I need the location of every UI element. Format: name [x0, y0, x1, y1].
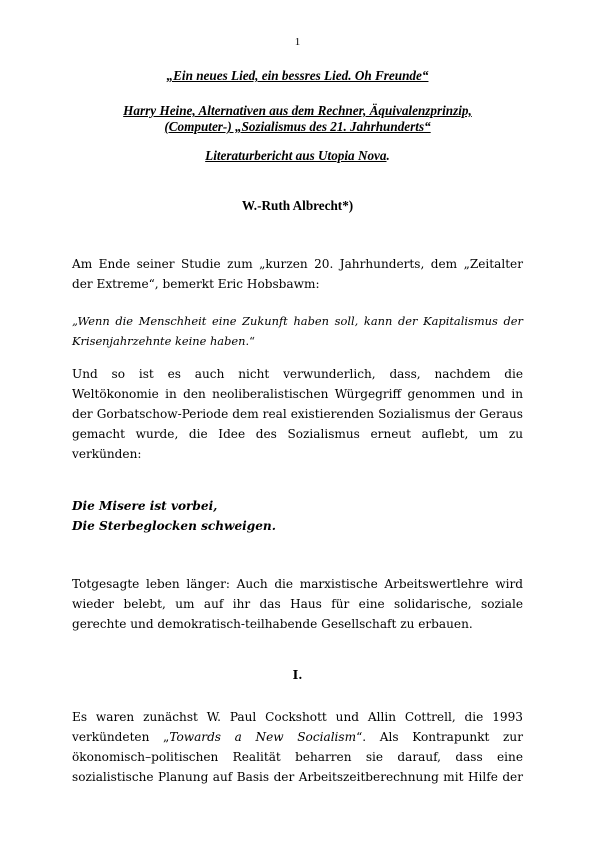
book-title-towards-new-socialism: Towards a New Socialism: [169, 730, 357, 744]
paragraph-cockshott-cottrell: [72, 707, 523, 787]
quote-text: Wenn die Menschheit eine Zukunft haben soll, kann der Kapitalismus der Krisenjahrzehnte keine haben: [72, 314, 523, 348]
p4-after: “. Als Kontrapunkt zur ökonomisch–politischen Realität beharren sie darauf, dass eine sozialistische Planung auf Basis der Arbeitszeitberechnung mit Hilfe der: [72, 730, 523, 784]
quote-open-mark: „: [72, 314, 78, 328]
report-text: Literaturbericht aus Utopia Nova: [205, 148, 387, 163]
document-title: [72, 68, 523, 84]
hobsbawm-quote: [72, 311, 523, 351]
report-suffix: .: [386, 148, 390, 163]
title-text: „Ein neues Lied, ein bessres Lied. Oh Freunde“: [166, 68, 429, 83]
quote-close-mark: .“: [245, 334, 255, 348]
section-heading-roman-one: I.: [292, 668, 303, 682]
report-label: [72, 148, 523, 164]
paragraph-socialism-revival: Und so ist es auch nicht verwunderlich, dass, nachdem die Weltökonomie in den neoliberalistischen Würgegriff genommen und in der Gorbatschow-Periode dem real existierenden Sozialismus der Geraus gemacht wurde, die Idee des Sozialismus erneut auflebt, um zu verkünden:: [72, 367, 523, 461]
p4-before: Es waren zunächst W. Paul Cockshott und Allin Cottrell, die 1993 verkündeten „: [72, 710, 523, 744]
subtitle-line-2: (Computer-) „Sozialismus des 21. Jahrhunderts“: [164, 119, 431, 134]
paragraph-intro: Am Ende seiner Studie zum „kurzen 20. Jahrhunderts, dem „Zeitalter der Extreme“, bemerkt Eric Hobsbawm:: [72, 257, 523, 291]
verse-line-1: Die Misere ist vorbei,: [72, 499, 218, 513]
page-number: 1: [294, 36, 301, 48]
subtitle-line-1: Harry Heine, Alternativen aus dem Rechner, Äquivalenzprinzip,: [123, 103, 472, 118]
verse-block: [72, 496, 523, 536]
paragraph-labour-theory: Totgesagte leben länger: Auch die marxistische Arbeitswertlehre wird wieder belebt, um auf ihr das Haus für eine solidarische, soziale gerechte und demokratisch-teilhabende Gesellschaft zu erbauen.: [72, 577, 523, 631]
verse-line-2: Die Sterbeglocken schweigen.: [72, 519, 276, 533]
document-subtitle: [72, 103, 523, 135]
author-name: W.-Ruth Albrecht*): [241, 198, 354, 213]
